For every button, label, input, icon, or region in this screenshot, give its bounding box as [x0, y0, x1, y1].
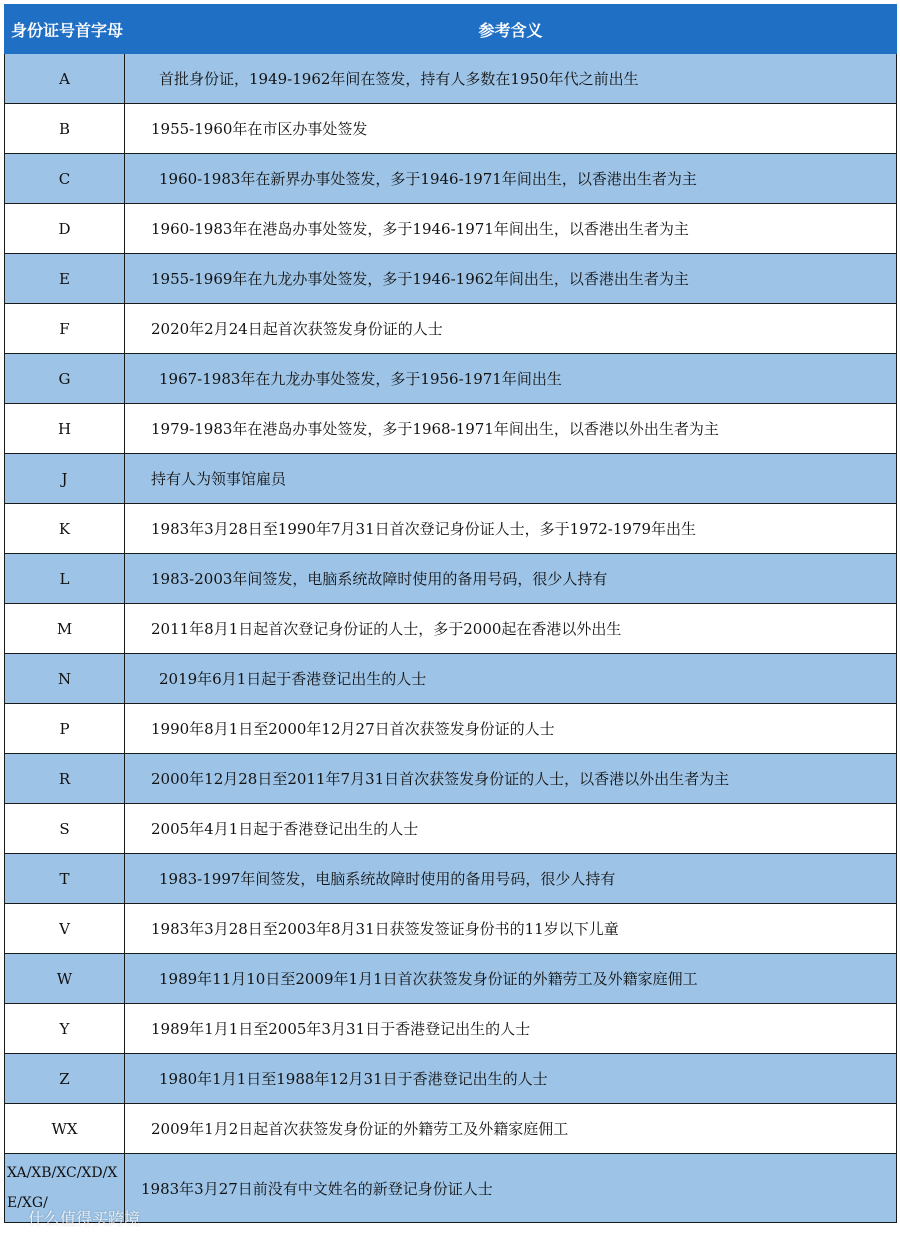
prefix-letter-cell: D	[5, 204, 125, 254]
prefix-letter-cell: H	[5, 404, 125, 454]
prefix-letter-cell: Y	[5, 1004, 125, 1054]
meaning-cell: 持有人为领事馆雇员	[125, 454, 897, 504]
meaning-cell: 1980年1月1日至1988年12月31日于香港登记出生的人士	[125, 1054, 897, 1104]
table-row	[5, 354, 897, 404]
table-row	[5, 454, 897, 504]
table-row	[5, 854, 897, 904]
prefix-letter-cell: XA/XB/XC/XD/XE/XG/	[5, 1154, 125, 1223]
prefix-letter-cell: S	[5, 804, 125, 854]
prefix-letter-cell: W	[5, 954, 125, 1004]
meaning-cell: 1989年1月1日至2005年3月31日于香港登记出生的人士	[125, 1004, 897, 1054]
header-prefix-letter: 身份证号首字母	[5, 5, 125, 54]
meaning-cell: 1983年3月27日前没有中文姓名的新登记身份证人士	[125, 1154, 897, 1223]
table-row	[5, 704, 897, 754]
meaning-cell: 1955-1969年在九龙办事处签发，多于1946-1962年间出生，以香港出生者为主	[125, 254, 897, 304]
table-row	[5, 104, 897, 154]
meaning-cell: 1979-1983年在港岛办事处签发，多于1968-1971年间出生，以香港以外出生者为主	[125, 404, 897, 454]
prefix-letter-cell: J	[5, 454, 125, 504]
table-row	[5, 254, 897, 304]
prefix-letter-cell: T	[5, 854, 125, 904]
prefix-letter-cell: B	[5, 104, 125, 154]
prefix-letter-cell: R	[5, 754, 125, 804]
prefix-letter-cell: F	[5, 304, 125, 354]
prefix-letter-cell: E	[5, 254, 125, 304]
table-row	[5, 1054, 897, 1104]
meaning-cell: 1983-1997年间签发，电脑系统故障时使用的备用号码，很少人持有	[125, 854, 897, 904]
hk-id-prefix-table	[4, 4, 897, 1223]
table-row	[5, 54, 897, 104]
table-row	[5, 504, 897, 554]
meaning-cell: 1960-1983年在新界办事处签发，多于1946-1971年间出生，以香港出生者为主	[125, 154, 897, 204]
table-row	[5, 754, 897, 804]
prefix-letter-cell: N	[5, 654, 125, 704]
table-row	[5, 304, 897, 354]
table-row	[5, 954, 897, 1004]
meaning-cell: 2009年1月2日起首次获签发身份证的外籍劳工及外籍家庭佣工	[125, 1104, 897, 1154]
prefix-letter-cell: P	[5, 704, 125, 754]
table-row	[5, 204, 897, 254]
meaning-cell: 1960-1983年在港岛办事处签发，多于1946-1971年间出生，以香港出生者为主	[125, 204, 897, 254]
prefix-letter-cell: A	[5, 54, 125, 104]
prefix-letter-cell: M	[5, 604, 125, 654]
meaning-cell: 1983年3月28日至1990年7月31日首次登记身份证人士，多于1972-1979年出生	[125, 504, 897, 554]
prefix-letter-cell: C	[5, 154, 125, 204]
table-row	[5, 804, 897, 854]
meaning-cell: 2000年12月28日至2011年7月31日首次获签发身份证的人士，以香港以外出生者为主	[125, 754, 897, 804]
meaning-cell: 2020年2月24日起首次获签发身份证的人士	[125, 304, 897, 354]
meaning-cell: 2005年4月1日起于香港登记出生的人士	[125, 804, 897, 854]
meaning-cell: 1955-1960年在市区办事处签发	[125, 104, 897, 154]
prefix-letter-cell: K	[5, 504, 125, 554]
prefix-letter-cell: L	[5, 554, 125, 604]
table-row	[5, 654, 897, 704]
prefix-letter-cell: WX	[5, 1104, 125, 1154]
watermark-logo	[28, 1206, 140, 1229]
prefix-letter-cell: Z	[5, 1054, 125, 1104]
table-row	[5, 904, 897, 954]
table-row	[5, 604, 897, 654]
table-header-row	[5, 5, 897, 54]
meaning-cell: 1967-1983年在九龙办事处签发，多于1956-1971年间出生	[125, 354, 897, 404]
meaning-cell: 1990年8月1日至2000年12月27日首次获签发身份证的人士	[125, 704, 897, 754]
meaning-cell: 2019年6月1日起于香港登记出生的人士	[125, 654, 897, 704]
prefix-letter-cell: V	[5, 904, 125, 954]
prefix-letter-cell: G	[5, 354, 125, 404]
table-row	[5, 154, 897, 204]
meaning-cell: 1989年11月10日至2009年1月1日首次获签发身份证的外籍劳工及外籍家庭佣工	[125, 954, 897, 1004]
watermark-text: 什么值得买跨境	[28, 1209, 141, 1228]
table-row	[5, 1104, 897, 1154]
table-row	[5, 1004, 897, 1054]
table-row	[5, 554, 897, 604]
meaning-cell: 2011年8月1日起首次登记身份证的人士，多于2000起在香港以外出生	[125, 604, 897, 654]
meaning-cell: 1983-2003年间签发，电脑系统故障时使用的备用号码，很少人持有	[125, 554, 897, 604]
header-meaning: 参考含义	[125, 5, 897, 54]
table-row	[5, 404, 897, 454]
meaning-cell: 1983年3月28日至2003年8月31日获签发签证身份书的11岁以下儿童	[125, 904, 897, 954]
meaning-cell: 首批身份证，1949-1962年间在签发，持有人多数在1950年代之前出生	[125, 54, 897, 104]
